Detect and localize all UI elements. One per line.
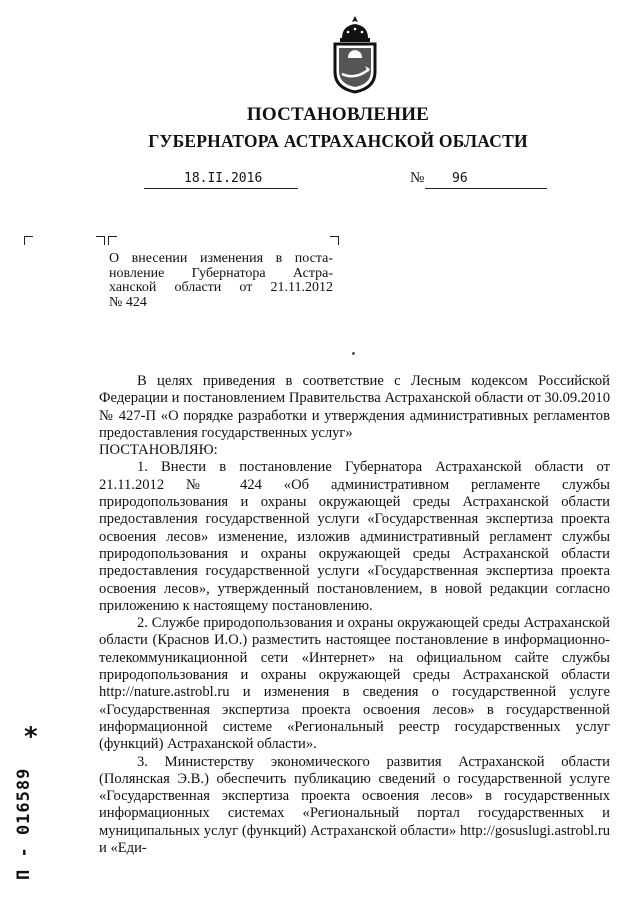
- number-underline: [425, 172, 547, 189]
- subject-corner-mark: [330, 236, 339, 245]
- serial-number: П - 016589: [14, 767, 34, 880]
- subject-line: ханской области от 21.11.2012: [109, 280, 333, 295]
- margin-corner-mark: [24, 236, 33, 245]
- intro-paragraph: В целях приведения в соответствие с Лесным кодексом Российской Федерации и постановлением Правительства Астраханской области от 30.09.2010 № 427-П «О порядке разработки и утверждения административных регламентов предоставления государственных услуг»: [99, 373, 610, 441]
- issuer-title: ГУБЕРНАТОРА АСТРАХАНСКОЙ ОБЛАСТИ: [148, 131, 528, 151]
- subject-corner-mark: [108, 236, 117, 245]
- document-body: [99, 373, 610, 857]
- document-date: 18.II.2016: [184, 171, 263, 186]
- clause-1: 1. Внести в постановление Губернатора Астраханской области от 21.11.2012 № 424 «Об административном регламенте службы природопользования и охраны окружающей среды Астраханской области предоставления государственной услуги «Государственная экспертиза проекта освоения лесов» изменение, изложив административный регламент службы природопользования и охраны окружающей среды Астраханской области предоставления государственной услуги «Государственная экспертиза проекта освоения лесов», утвержденный постановлением, в новой редакции согласно приложению к настоящему постановлению.: [99, 459, 610, 614]
- speck-mark: [352, 352, 355, 355]
- clause-3: 3. Министерству экономического развития Астраханской области (Полянская Э.В.) обеспечить публикацию сведений о государственной услуге «Государственная экспертиза проекта освоения лесов» в государственных информационных системах «Региональный портал государственных и муниципальных услуг (функций) Астраханской области» http://gosuslugi.astrobl.ru и «Еди-: [99, 753, 610, 857]
- subject-line: новление Губернатора Астра-: [109, 265, 333, 281]
- decree-heading: ПОСТАНОВЛЯЮ:: [99, 442, 218, 459]
- subject-line: О внесении изменения в поста-: [109, 251, 333, 266]
- subject-block: [109, 252, 333, 310]
- document-number: 96: [452, 171, 468, 186]
- subject-line: № 424: [109, 294, 147, 310]
- document-type-title: ПОСТАНОВЛЕНИЕ: [246, 104, 430, 125]
- coat-of-arms-icon: [328, 14, 382, 94]
- number-label: №: [410, 170, 425, 186]
- serial-asterisk: *: [24, 722, 38, 752]
- margin-corner-mark: [96, 236, 105, 245]
- clause-2: 2. Службе природопользования и охраны окружающей среды Астраханской области (Краснов И.О.) разместить настоящее постановление в информационно-телекоммуникационной сети «Интернет» на официальном сайте службы природопользования и охраны окружающей среды Астраханской области http://nature.astrobl.ru и изменения в сведения о государственной услуге «Государственная экспертиза проекта освоения лесов» в государственной информационной системе «Региональный реестр государственных услуг (функций) Астраханской области».: [99, 615, 610, 753]
